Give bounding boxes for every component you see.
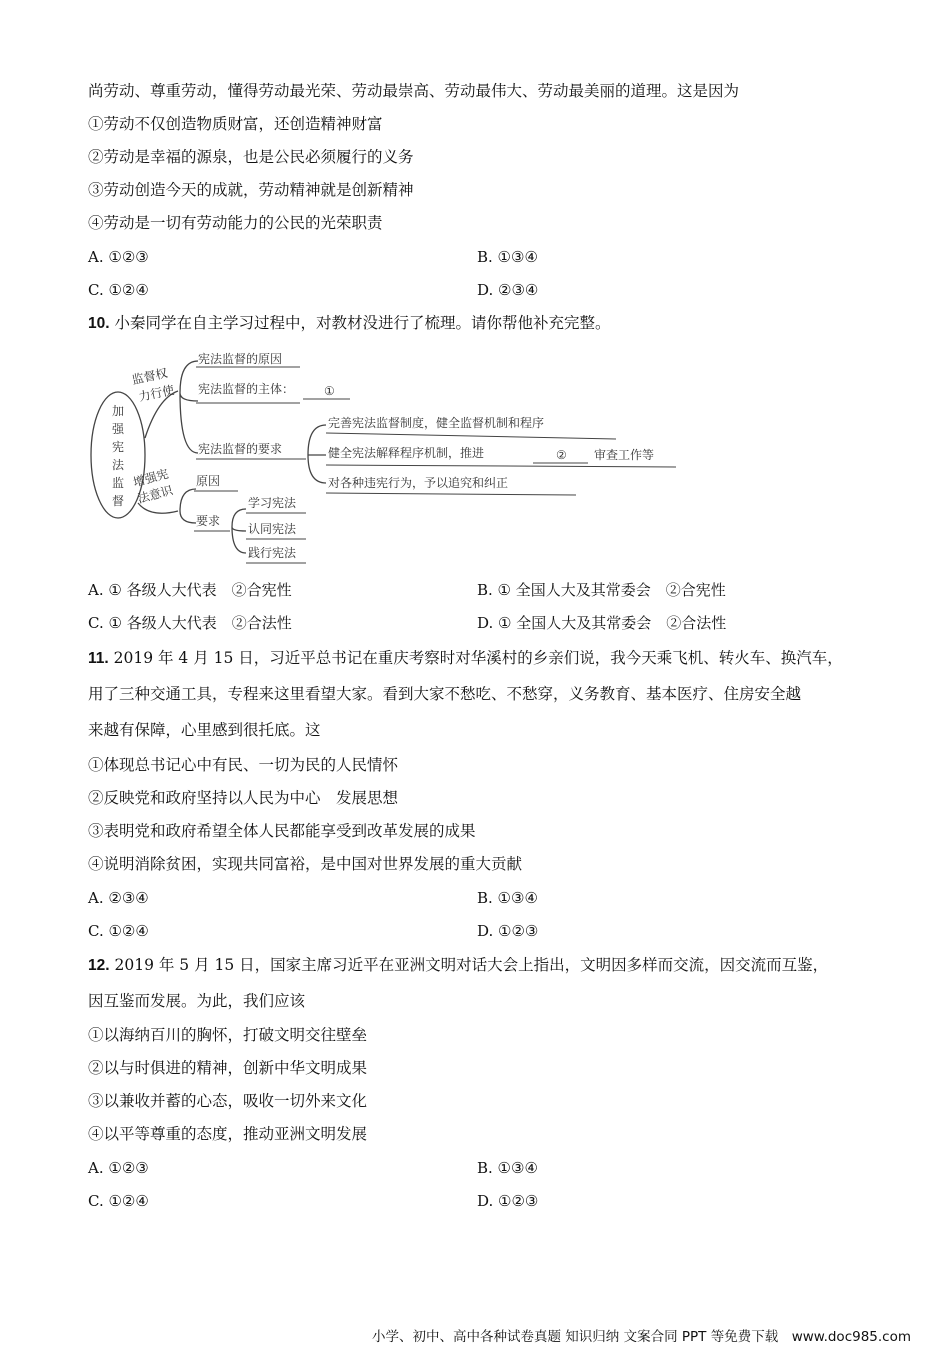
q9-item-2: ②劳动是幸福的源泉，也是公民必须履行的义务 — [88, 148, 414, 166]
b2-node-reason: 原因 — [196, 474, 221, 488]
center-char-2: 强 — [112, 422, 125, 436]
q9-option-c: C. ①②④ — [88, 281, 149, 299]
center-char-4: 法 — [112, 458, 125, 472]
q11-option-c: C. ①②④ — [88, 922, 149, 940]
branch2-bracket — [180, 489, 196, 523]
q12-item-3: ③以兼收并蓄的心态，吸收一切外来文化 — [88, 1092, 368, 1110]
q12-option-b: B. ①③④ — [477, 1159, 538, 1177]
center-char-5: 监 — [112, 476, 125, 490]
q11-option-b: B. ①③④ — [477, 889, 538, 907]
q11-item-3: ③表明党和政府希望全体人民都能享受到改革发展的成果 — [88, 822, 476, 840]
center-char-6: 督 — [112, 494, 125, 508]
q10-option-c: C. ① 各级人大代表 ②合法性 — [88, 614, 292, 632]
req-2-underline — [326, 465, 676, 467]
mindmap-center-label — [112, 403, 125, 508]
b2-node-requirements: 要求 — [196, 514, 221, 528]
b2-sub-bracket — [232, 509, 246, 553]
q12-option-d: D. ①②③ — [477, 1192, 539, 1210]
q12-number: 12. — [88, 957, 110, 974]
q12-item-4: ④以平等尊重的态度，推动亚洲文明发展 — [88, 1125, 368, 1143]
requirements-bracket — [308, 425, 326, 483]
req-1-text: 完善宪法监督制度，健全监督机制和程序 — [328, 416, 545, 430]
q11-item-2: ②反映党和政府坚持以人民为中心 发展思想 — [88, 789, 399, 807]
center-char-1: 加 — [112, 404, 125, 418]
q9-option-a: A. ①②③ — [88, 248, 149, 266]
branch1-label-line1: 监督权 — [130, 365, 169, 388]
q12-stem-line2: 因互鉴而发展。为此，我们应该 — [88, 992, 306, 1010]
page-footer: 小学、初中、高中各种试卷真题 知识归纳 文案合同 PPT 等免费下载 www.doc985.com — [372, 1329, 912, 1345]
q11-stem-line2: 用了三种交通工具，专程来这里看望大家。看到大家不愁吃、不愁穿，义务教育、基本医疗、住房安全越 — [88, 685, 802, 703]
q11-stem-line1 — [88, 648, 843, 669]
q11-option-d: D. ①②③ — [477, 922, 539, 940]
q12-stem-line1 — [88, 955, 828, 976]
blank-2-marker: ② — [556, 448, 567, 462]
b2-sub-learn: 学习宪法 — [248, 496, 297, 510]
req-3-text: 对各种违宪行为，予以追究和纠正 — [328, 476, 509, 490]
b2-sub-identify: 认同宪法 — [248, 522, 297, 536]
branch1-label — [130, 364, 175, 404]
req-3-underline — [326, 493, 576, 495]
center-char-3: 宪 — [112, 440, 125, 454]
branch2-label — [131, 465, 175, 505]
q11-item-4: ④说明消除贫困，实现共同富裕，是中国对世界发展的重大贡献 — [88, 855, 523, 873]
b2-sub-practice: 践行宪法 — [248, 546, 297, 560]
q11-stem-line3: 来越有保障，心里感到很托底。这 — [88, 721, 321, 739]
q10-option-a: A. ① 各级人大代表 ②合宪性 — [88, 581, 292, 599]
q11-number: 11. — [88, 650, 109, 667]
branch2-label-line1: 增强宪 — [131, 466, 171, 490]
branch1-label-line2: 力行使 — [137, 382, 176, 405]
b1-node-requirements: 宪法监督的要求 — [198, 442, 283, 456]
b1-node-reason: 宪法监督的原因 — [198, 352, 283, 366]
q9-option-d: D. ②③④ — [477, 281, 539, 299]
req-2-text-a: 健全宪法解释程序机制，推进 — [328, 446, 485, 460]
q11-option-a: A. ②③④ — [88, 889, 149, 907]
q11-item-1: ①体现总书记心中有民、一切为民的人民情怀 — [88, 756, 399, 774]
blank-1-marker: ① — [324, 384, 335, 398]
q11-stem-text-1: 2019 年 4 月 15 日，习近平总书记在重庆考察时对华溪村的乡亲们说，我今天乘飞机、转火车、换汽车， — [108, 649, 843, 667]
q12-item-1: ①以海纳百川的胸怀，打破文明交往壁垒 — [88, 1026, 368, 1044]
req-1-underline — [326, 433, 616, 439]
q10-mind-map — [88, 343, 680, 568]
q10-stem — [88, 313, 611, 334]
q9-option-b: B. ①③④ — [477, 248, 538, 266]
branch2-label-line2: 法意识 — [136, 483, 175, 506]
q9-stem-continuation: 尚劳动、尊重劳动，懂得劳动最光荣、劳动最崇高、劳动最伟大、劳动最美丽的道理。这是因为 — [88, 82, 740, 100]
req-2-text-b: 审查工作等 — [594, 448, 655, 462]
q9-item-1: ①劳动不仅创造物质财富，还创造精神财富 — [88, 115, 383, 133]
branch1-bracket — [180, 361, 198, 453]
q12-stem-text-1: 2019 年 5 月 15 日，国家主席习近平在亚洲文明对话大会上指出，文明因多样而交流，因交流而互鉴， — [109, 956, 829, 974]
q12-option-a: A. ①②③ — [88, 1159, 149, 1177]
q9-item-3: ③劳动创造今天的成就，劳动精神就是创新精神 — [88, 181, 414, 199]
q10-option-d: D. ① 全国人大及其常委会 ②合法性 — [477, 614, 727, 632]
q12-item-2: ②以与时俱进的精神，创新中华文明成果 — [88, 1059, 368, 1077]
b1-node-subject: 宪法监督的主体： — [198, 382, 295, 396]
q10-stem-text: 小秦同学在自主学习过程中，对教材没进行了梳理。请你帮他补充完整。 — [109, 314, 611, 332]
q10-number: 10. — [88, 315, 110, 332]
q9-item-4: ④劳动是一切有劳动能力的公民的光荣职责 — [88, 214, 383, 232]
q10-option-b: B. ① 全国人大及其常委会 ②合宪性 — [477, 581, 726, 599]
q12-option-c: C. ①②④ — [88, 1192, 149, 1210]
